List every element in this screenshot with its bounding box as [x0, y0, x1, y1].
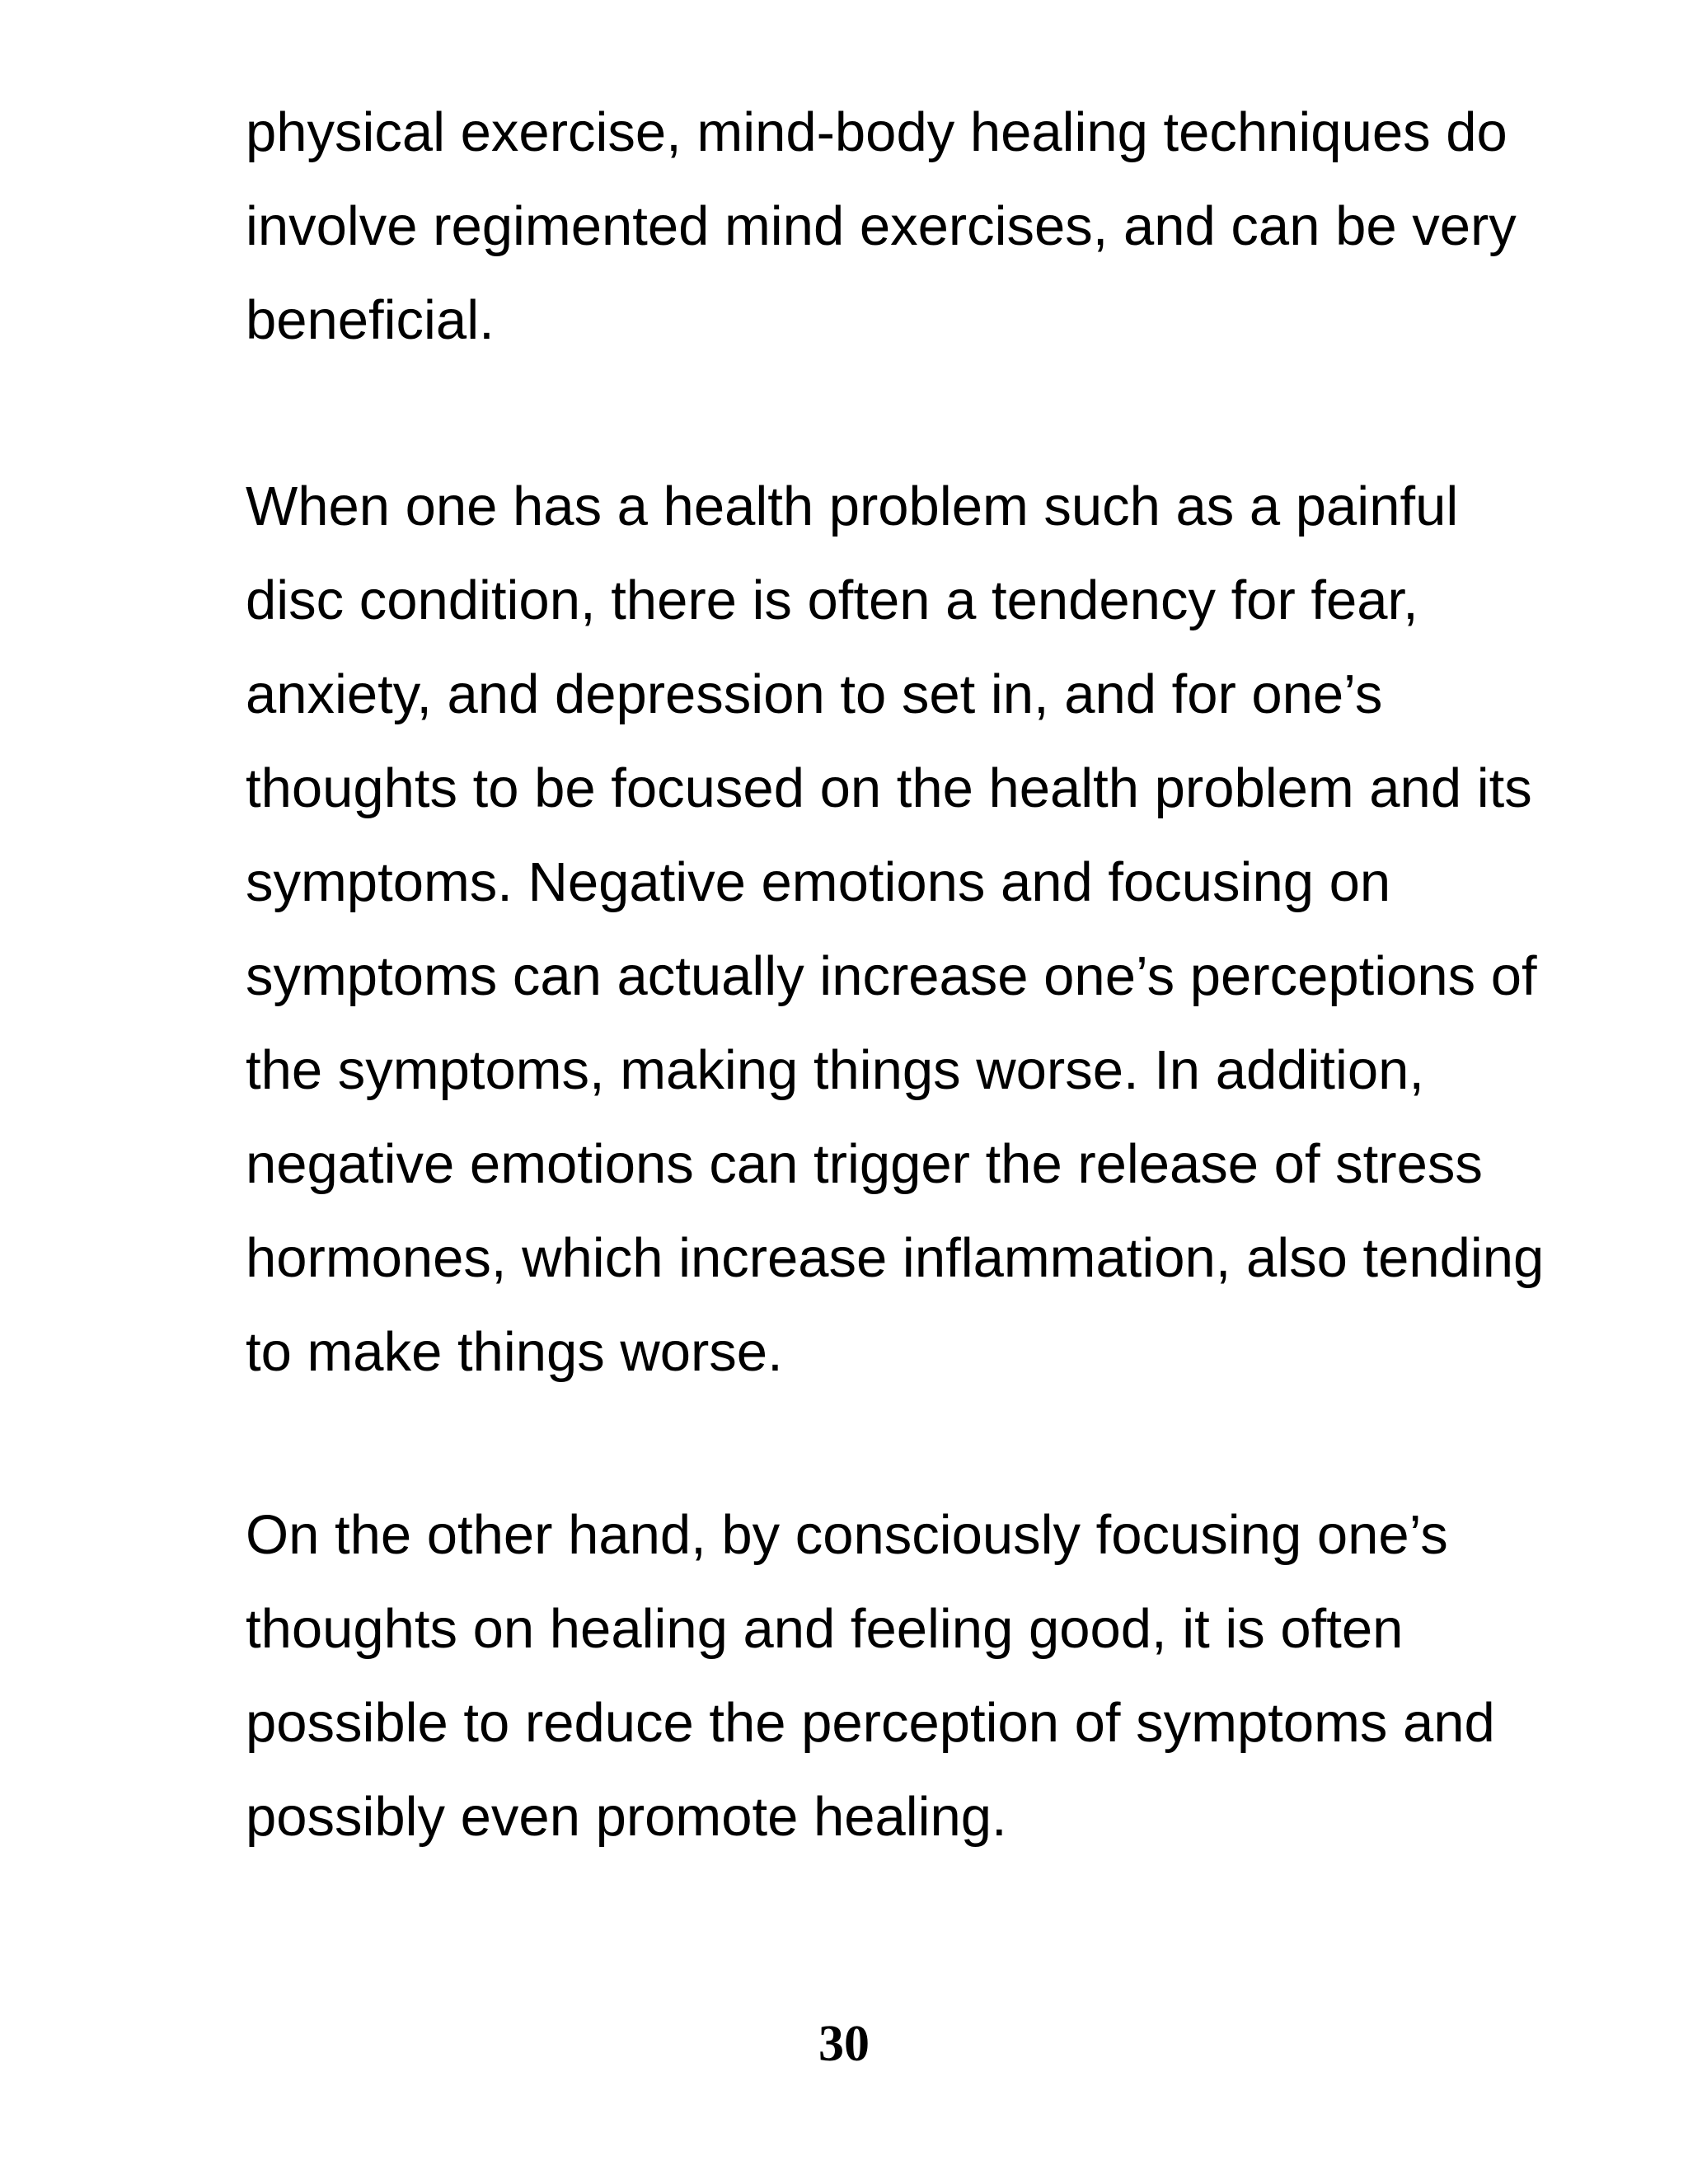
paragraph-line: involve regimented mind exercises, and can be very — [246, 195, 1517, 257]
paragraph-line: On the other hand, by consciously focusing one’s — [246, 1504, 1448, 1566]
paragraph-line: disc condition, there is often a tendency for fear, — [246, 569, 1418, 631]
paragraph-line: beneficial. — [246, 289, 495, 351]
page-number: 30 — [818, 2016, 870, 2072]
paragraph-line: thoughts on healing and feeling good, it is often — [246, 1598, 1404, 1660]
paragraph-line: anxiety, and depression to set in, and for one’s — [246, 663, 1383, 725]
paragraph-line: physical exercise, mind-body healing techniques do — [246, 101, 1507, 163]
paragraph-line: to make things worse. — [246, 1321, 783, 1383]
paragraph-line: the symptoms, making things worse. In addition, — [246, 1039, 1424, 1101]
paragraph-line: negative emotions can trigger the release of stress — [246, 1133, 1483, 1195]
paragraph-3 — [246, 1488, 1564, 1864]
paragraph-line: symptoms can actually increase one’s perceptions of — [246, 945, 1537, 1007]
paragraph-2 — [246, 460, 1564, 1399]
paragraph-line: possible to reduce the perception of symptoms and — [246, 1692, 1495, 1754]
paragraph-line: symptoms. Negative emotions and focusing on — [246, 851, 1391, 913]
paragraph-line: When one has a health problem such as a painful — [246, 476, 1459, 537]
paragraph-line: thoughts to be focused on the health problem and its — [246, 757, 1532, 819]
paragraph-1 — [246, 86, 1564, 368]
paragraph-line: hormones, which increase inflammation, also tending — [246, 1227, 1545, 1289]
paragraph-line: possibly even promote healing. — [246, 1786, 1007, 1848]
